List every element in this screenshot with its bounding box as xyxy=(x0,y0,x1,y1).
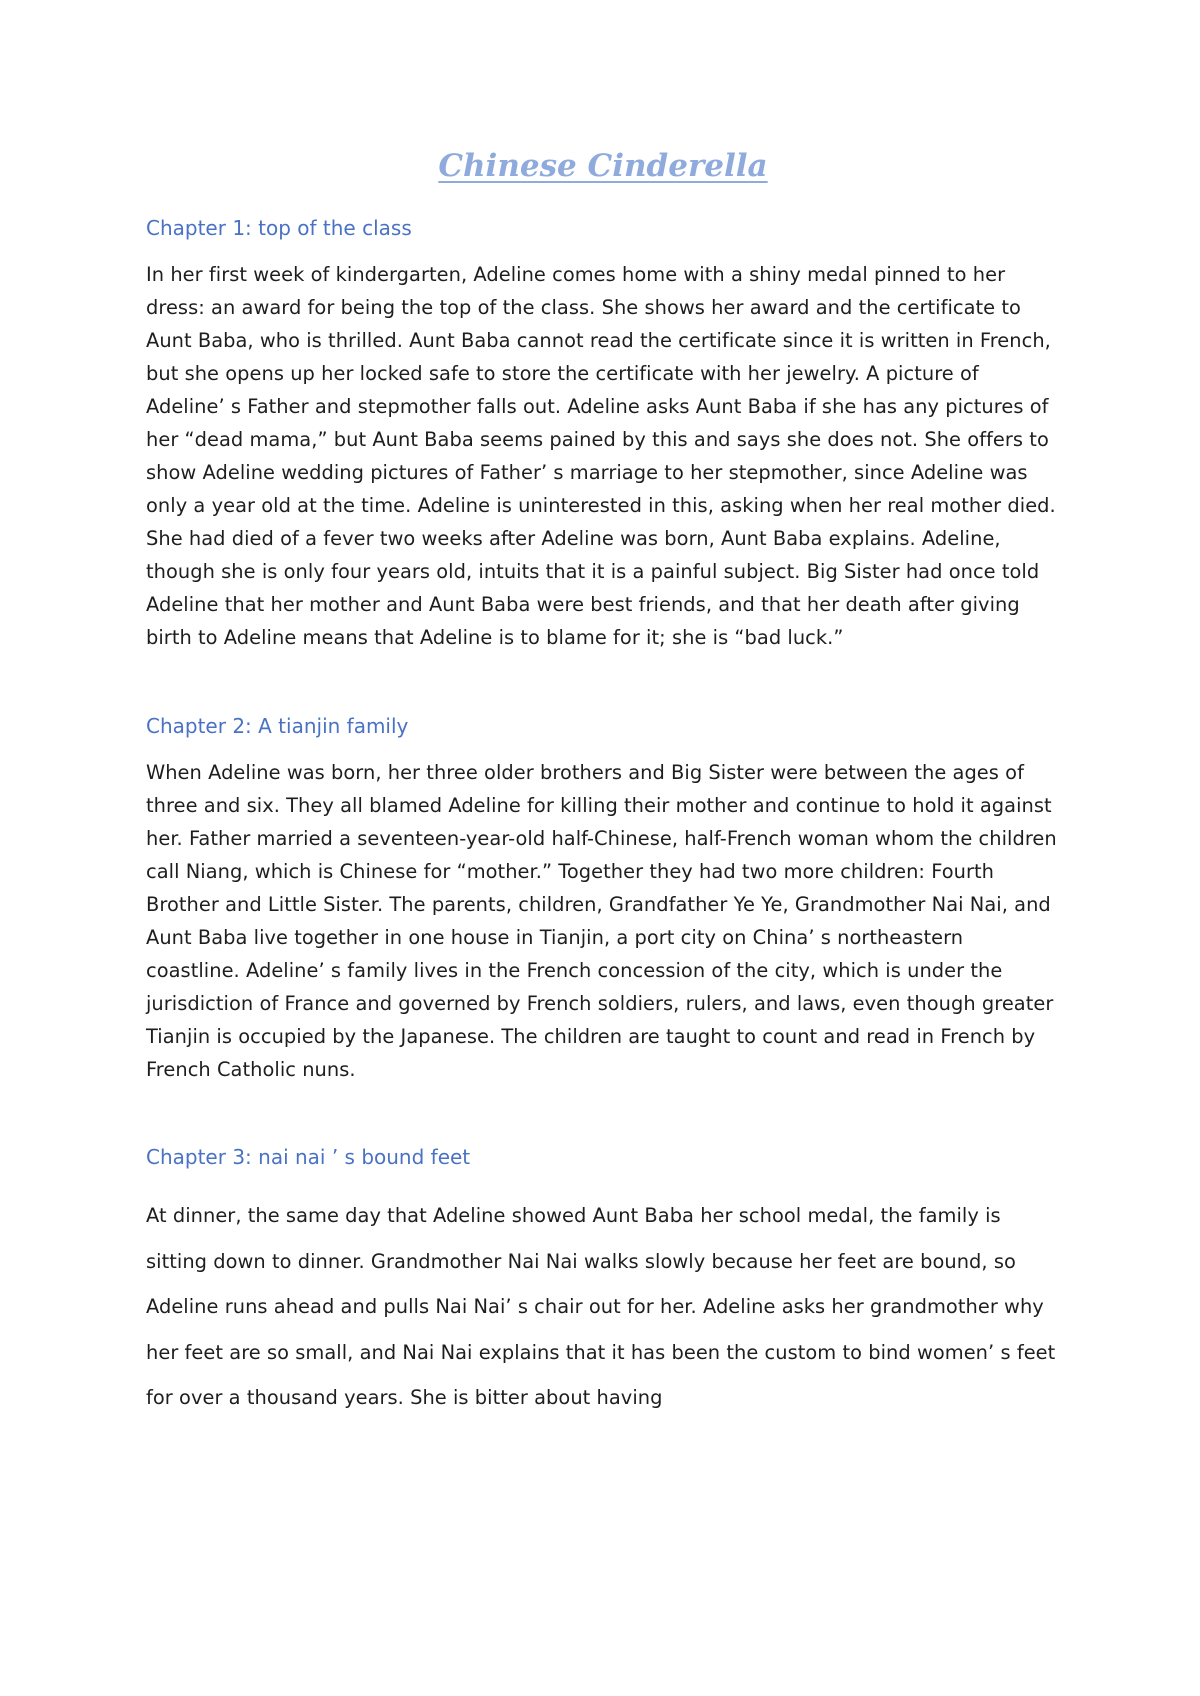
chapter-2 xyxy=(146,712,1060,1086)
document-title: Chinese Cinderella xyxy=(438,148,768,184)
chapter-1 xyxy=(146,214,1060,654)
chapter-2-body: When Adeline was born, her three older brothers and Big Sister were between the ages of three and six. They all blamed Adeline for killing their mother and continue to hold it against her. Father married a seventeen-year-old half-Chinese, half-French woman whom the children call Niang, which is Chinese for “mother.” Together they had two more children: Fourth Brother and Little Sister. The parents, children, Grandfather Ye Ye, Grandmother Nai Nai, and Aunt Baba live together in one house in Tianjin, a port city on China’ s northeastern coastline. Adeline’ s family lives in the French concession of the city, which is under the jurisdiction of France and governed by French soldiers, rulers, and laws, even though greater Tianjin is occupied by the Japanese. The children are taught to count and read in French by French Catholic nuns. xyxy=(146,761,1057,1081)
chapter-1-heading: Chapter 1: top of the class xyxy=(146,216,412,240)
chapter-3-heading: Chapter 3: nai nai ’ s bound feet xyxy=(146,1145,471,1169)
chapter-2-heading: Chapter 2: A tianjin family xyxy=(146,714,409,738)
chapter-3 xyxy=(146,1143,1060,1421)
chapter-1-body: In her first week of kindergarten, Adeline comes home with a shiny medal pinned to her dress: an award for being the top of the class. She shows her award and the certificate to Aunt Baba, who is thrilled. Aunt Baba cannot read the certificate since it is written in French, but she opens up her locked safe to store the certificate with her jewelry. A picture of Adeline’ s Father and stepmother falls out. Adeline asks Aunt Baba if she has any pictures of her “dead mama,” but Aunt Baba seems pained by this and says she does not. She offers to show Adeline wedding pictures of Father’ s marriage to her stepmother, since Adeline was only a year old at the time. Adeline is uninterested in this, asking when her real mother died. She had died of a fever two weeks after Adeline was born, Aunt Baba explains. Adeline, though she is only four years old, intuits that it is a painful subject. Big Sister had once told Adeline that her mother and Aunt Baba were best friends, and that her death after giving birth to Adeline means that Adeline is to blame for it; she is “bad luck.” xyxy=(146,263,1056,649)
chapter-3-body: At dinner, the same day that Adeline showed Aunt Baba her school medal, the family is sitting down to dinner. Grandmother Nai Nai walks slowly because her feet are bound, so Adeline runs ahead and pulls Nai Nai’ s chair out for her. Adeline asks her grandmother why her feet are so small, and Nai Nai explains that it has been the custom to bind women’ s feet for over a thousand years. She is bitter about having xyxy=(146,1204,1056,1409)
